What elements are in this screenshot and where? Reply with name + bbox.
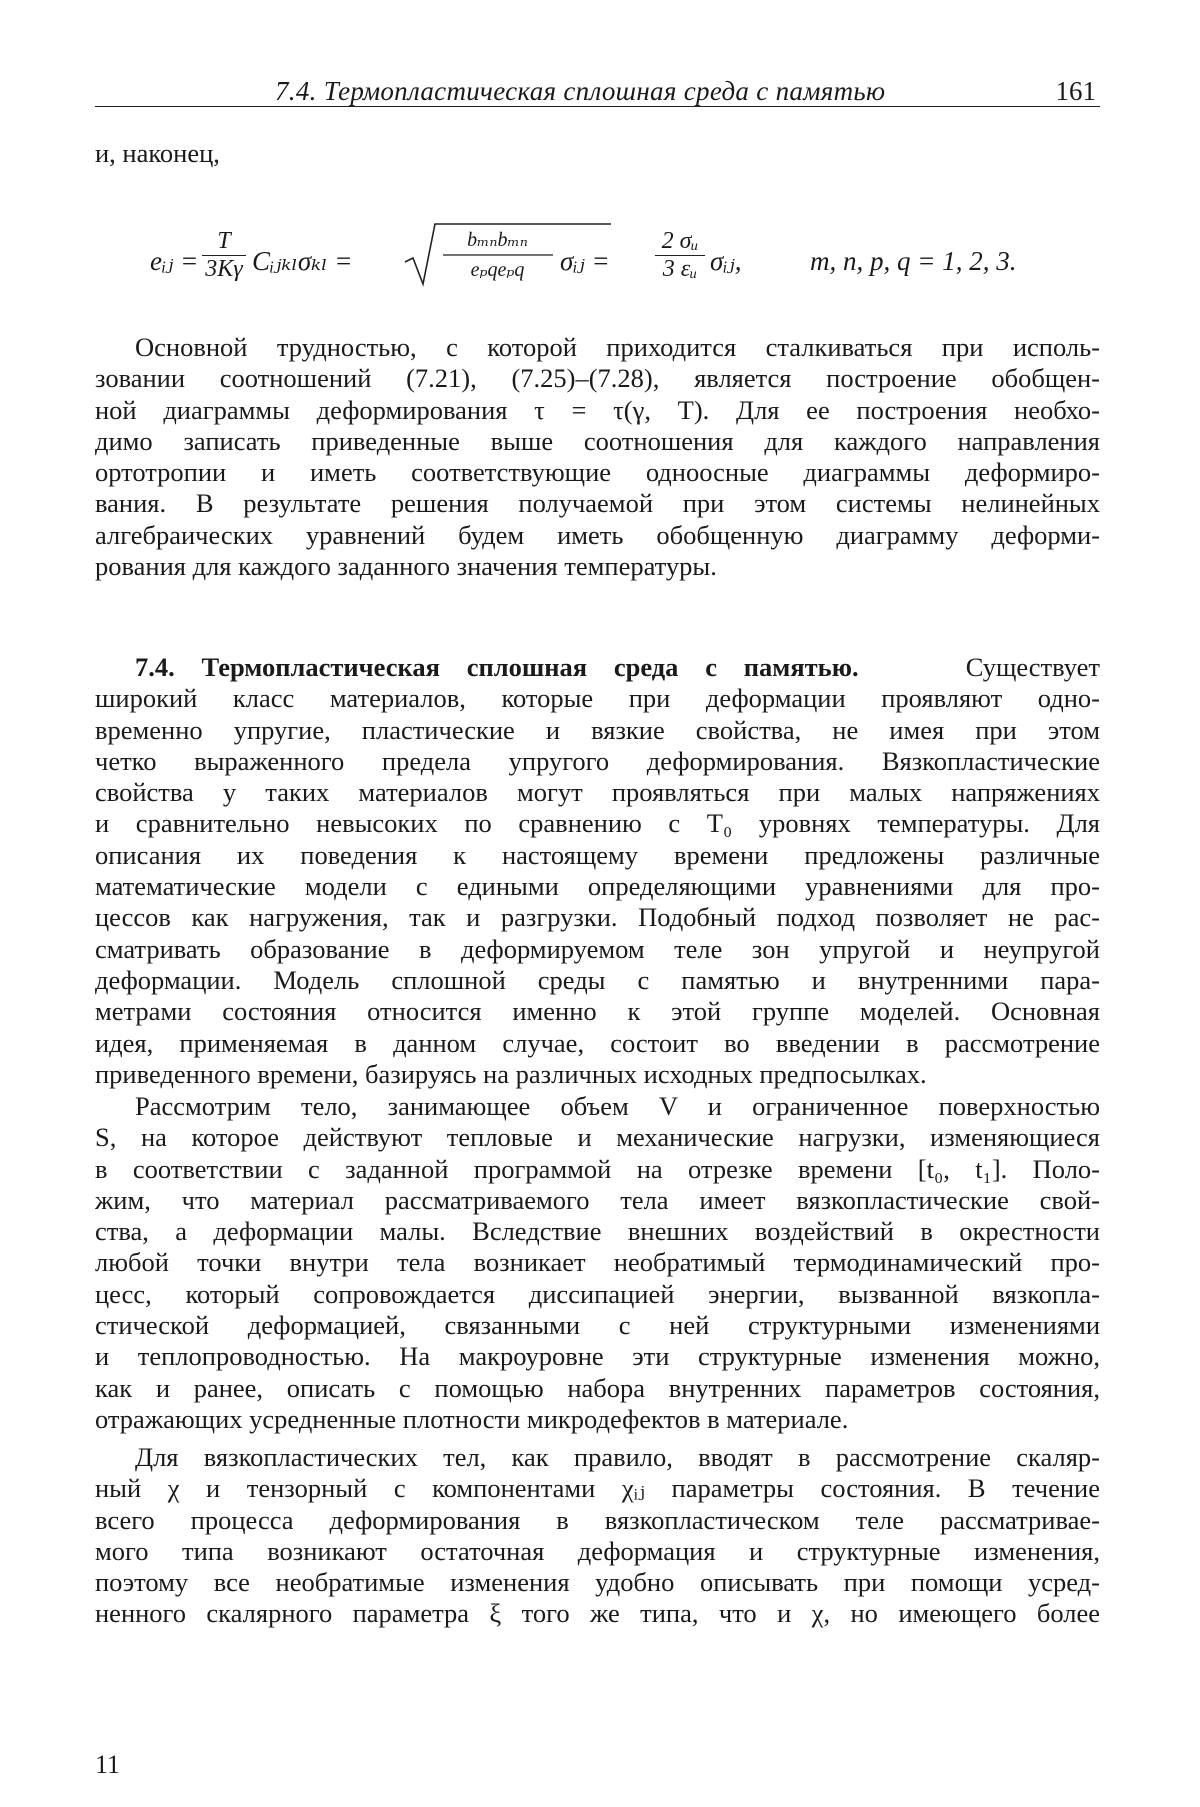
running-header	[95, 72, 1100, 107]
section-heading: 7.4. Термопластическая сплошная среда с памятью.	[135, 652, 859, 682]
running-title: 7.4. Термопластическая сплошная среда с памятью	[275, 76, 886, 106]
formula-term-3: σᵢⱼ,	[710, 246, 742, 276]
intro-line: и, наконец,	[95, 138, 220, 168]
paragraph-1: Основной трудностью, с которой приходится сталкиваться при исполь- зовании соотношений (7.21), (7.25)–(7.28), является построение обобщен- ной диаграммы деформирования τ = τ(γ, T). Для ее построения необхо- димо записать приведенные выше соотношения для каждого направления ортотропии и иметь соответствующие одноосные диаграммы деформиро- вания. В результате решения получаемой при этом системы нелинейных алгебраических уравнений будем иметь обобщенную диаграмму деформи- рования для каждого заданного значения температуры.	[95, 332, 1100, 582]
formula-lhs: eᵢⱼ =	[150, 246, 199, 276]
signature-mark: 11	[95, 1750, 121, 1779]
formula-term-1: Cᵢⱼₖₗσₖₗ =	[252, 246, 353, 276]
section-first-line: 7.4. Термопластическая сплошная среда с памятью. Существует	[135, 652, 1100, 682]
formula-sqrt-fraction: bₘₙbₘₙ eₚqeₚq	[467, 229, 528, 281]
formula-fraction-1: $\frac{T}{3K\gamma}$	[202, 228, 246, 283]
formula-term-2: σᵢⱼ =	[560, 246, 610, 276]
section-7-4: 7.4. Термопластическая сплошная среда с памятью. Существует широкий класс материалов, которые при деформации проявляют одно- временно упругие, пластические и вязкие свойства, не имея при этом четко выраженного предела упругого деформирования. Вязкопластические свойства у таких материалов могут проявляться при малых напряжениях и сравнительно невысоких по сравнению с T₀ уровнях температуры. Для описания их поведения к настоящему времени предложены различные математические модели с едиными определяющими уравнениями для про- цессов как нагружения, так и разгрузки. Подобный подход позволяет не рас- сматривать образование в деформируемом теле зон упругой и неупругой деформации. Модель сплошной среды с памятью и внутренними пара- метрами состояния относится именно к этой группе моделей. Основная идея, применяемая в данном случае, состоит во введении в рассмотрение приведенного времени, базируясь на различных исходных предпосылках.	[95, 652, 1100, 1089]
formula-fraction-2: $\frac{\text{2 σᵤ}}{\text{3 εᵤ}}$	[655, 228, 705, 283]
paragraph-3: Рассмотрим тело, занимающее объем V и ограниченное поверхностью S, на которое действуют тепловые и механические нагрузки, изменяющиеся в соответствии с заданной программой на отрезке времени [t₀, t₁]. Поло- жим, что материал рассматриваемого тела имеет вязкопластические свой- ства, а деформации малы. Вследствие внешних воздействий в окрестности любой точки внутри тела возникает необратимый термодинамический про- цесс, который сопровождается диссипацией энергии, вызванной вязкопла- стической деформацией, связанными с ней структурными изменениями и теплопроводностью. На макроуровне эти структурные изменения можно, как и ранее, описать с помощью набора внутренних параметров состояния, отражающих усредненные плотности микродефектов в материале.	[95, 1091, 1100, 1434]
formula-indices: m, n, p, q = 1, 2, 3.	[810, 246, 1017, 276]
strain-formula	[150, 222, 1070, 292]
page-number: 161	[1055, 76, 1096, 106]
paragraph-4: Для вязкопластических тел, как правило, вводят в рассмотрение скаляр- ный χ и тензорный с компонентами χᵢⱼ параметры состояния. В течение всего процесса деформирования в вязкопластическом теле рассматривае- мого типа возникают остаточная деформация и структурные изменения, поэтому все необратимые изменения удобно описывать при помощи усред- ненного скалярного параметра ξ того же типа, что и χ, но имеющего более	[95, 1442, 1100, 1629]
